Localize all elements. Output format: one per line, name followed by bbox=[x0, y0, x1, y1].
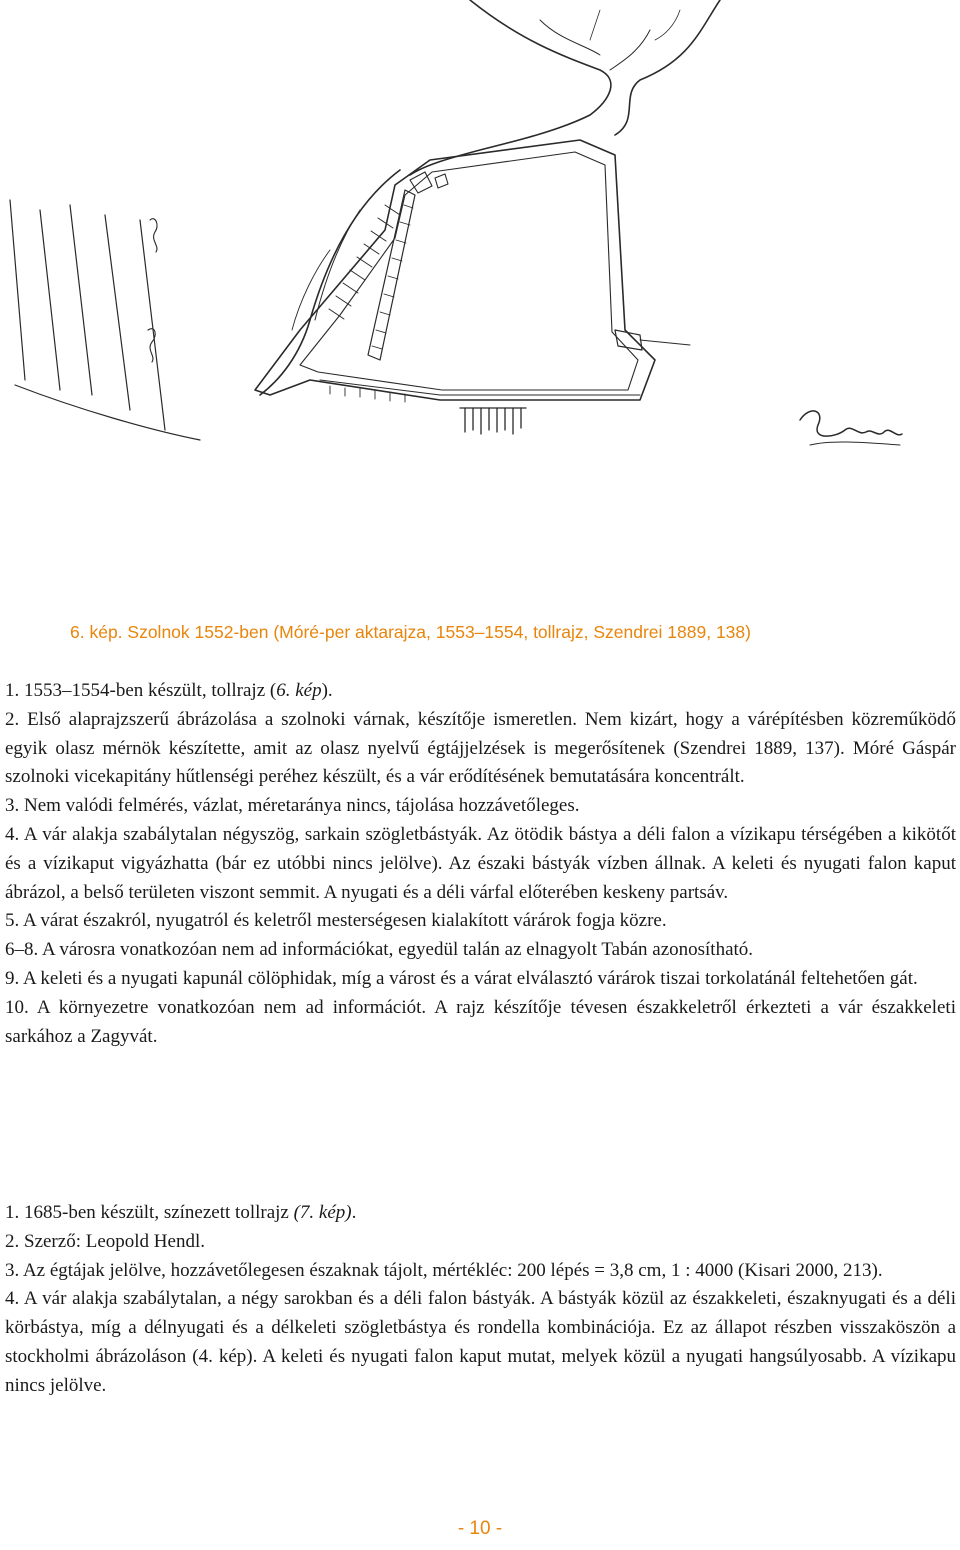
river-bank-right bbox=[615, 0, 720, 135]
fortress-sketch-figure bbox=[0, 0, 960, 600]
section1-item-2: 2. Első alaprajzszerű ábrázolása a szolnoki várnak, készítője ismeretlen. Nem kizárt, hogy a várépítésben közreműködő egyik olasz mérnök készítette, amit az olasz nyelvű égtájjelzések is megerősítenek (Szendrei 1889, 137). Móré Gáspár szolnoki vicekapitány hűtlenségi peréhez készült, és a vár erődítésének bemutatására koncentrált. bbox=[5, 708, 956, 788]
section1-item-7: 9. A keleti és a nyugati kapunál cölöphidak, míg a várost és a várat elválasztó várárok tiszai torkolatánál feltehetően gát. bbox=[5, 967, 918, 989]
left-squiggle-1 bbox=[150, 219, 157, 252]
left-river-bank bbox=[260, 170, 400, 395]
section2-item-3: 3. Az égtájak jelölve, hozzávetőlegesen északnak tájolt, mértékléc: 200 lépés = 3,8 cm, 1 : 4000 (Kisari 2000, 213). bbox=[5, 1259, 883, 1281]
section1-item-1: 1. 1553–1554-ben készült, tollrajz (6. kép). bbox=[5, 680, 333, 701]
section2-item-1: 1. 1685-ben készült, színezett tollrajz (7. kép). bbox=[5, 1202, 357, 1223]
section2-item-2: 2. Szerző: Leopold Hendl. bbox=[5, 1230, 205, 1252]
section1-item-6: 6–8. A városra vonatkozóan nem ad információkat, egyedül talán az elnagyolt Tabán azonosítható. bbox=[5, 939, 754, 961]
figure-caption: 6. kép. Szolnok 1552-ben (Móré-per aktarajza, 1553–1554, tollrajz, Szendrei 1889, 138) bbox=[70, 622, 751, 642]
water-gate-piles bbox=[460, 408, 526, 434]
section1-item-3: 3. Nem valódi felmérés, vázlat, méretaránya nincs, tájolása hozzávetőleges. bbox=[5, 795, 580, 817]
page-number: - 10 - bbox=[457, 1518, 503, 1539]
section1-item-4: 4. A vár alakja szabálytalan négyszög, sarkain szögletbástyák. Az ötödik bástya a déli falon a vízikapu térségében a kikötőt és a vízikaput vigyázhatta (bár ez utóbbi nincs jelölve). Az északi bástyák vízben állnak. A keleti és nyugati falon kaput ábrázol, a belső területen viszont semmit. A nyugati és a déli várfal előterében keskeny partsáv. bbox=[5, 823, 956, 903]
section2-item-4: 4. A vár alakja szabálytalan, a négy sarokban és a déli falon bástyák. A bástyák közül az északkeleti, északnyugati és a déli körbástya, míg a délnyugati és a délkeleti szögletbástya és rondella kombinációja. Ez az állapot részben visszaköszön a stockholmi ábrázoláson (4. kép). A keleti és nyugati falon kaput mutat, melyek közül a nyugati hangsúlyosabb. A vízikapu nincs jelölve. bbox=[5, 1288, 956, 1396]
section1-item-8: 10. A környezetre vonatkozóan nem ad információt. A rajz készítője tévesen északkeletről érkezteti a vár északkeleti sarkához a Zagyvát. bbox=[5, 996, 956, 1047]
left-margin-strokes bbox=[10, 200, 200, 440]
west-bridge bbox=[368, 190, 415, 360]
section-1-text bbox=[5, 677, 956, 1051]
signature-scribble bbox=[800, 411, 902, 436]
left-squiggle-2 bbox=[148, 329, 155, 362]
section1-item-5: 5. A várat északról, nyugatról és keletről mesterségesen kialakított várárok fogja közre. bbox=[5, 910, 667, 932]
fortress-wall-outer bbox=[255, 140, 655, 400]
section-2-text bbox=[5, 1199, 956, 1401]
